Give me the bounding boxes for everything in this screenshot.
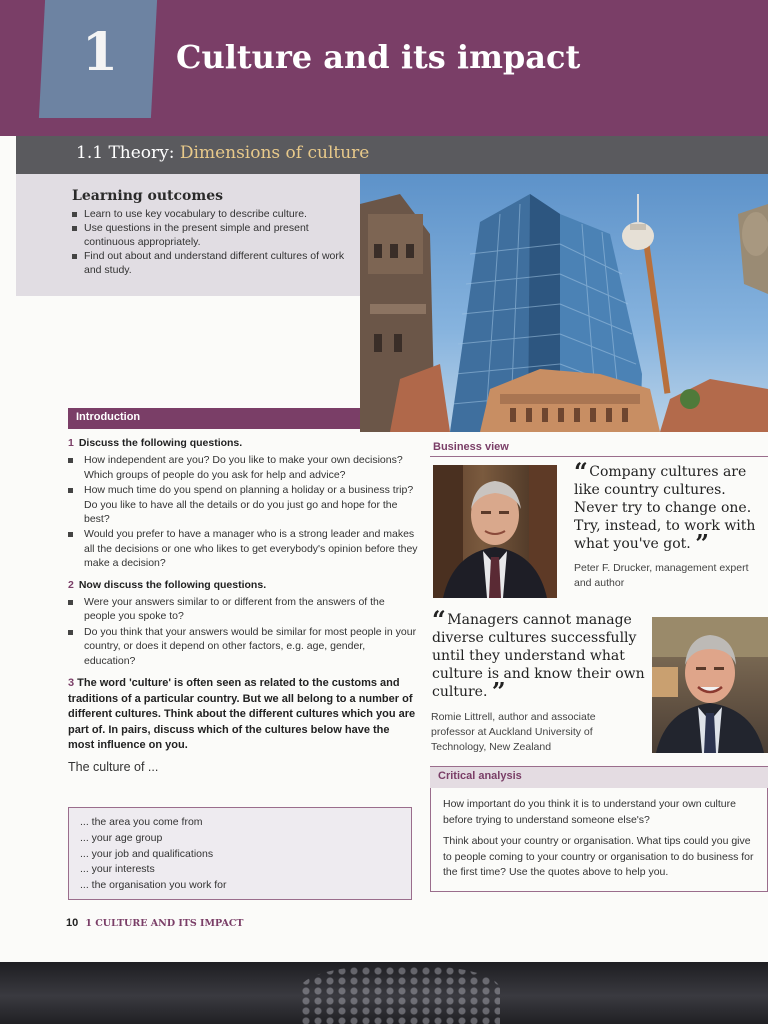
question-3 — [68, 676, 418, 754]
question-2 — [68, 578, 418, 592]
portrait-illustration — [433, 465, 557, 598]
critical-analysis-question: How important do you think it is to understand your own culture before trying to understand someone else's? — [443, 798, 736, 826]
culture-list-item: ... your age group — [80, 831, 163, 844]
outcome-item: Use questions in the present simple and present continuous appropriately. — [72, 221, 348, 249]
fabric-pattern — [300, 966, 500, 1024]
outcome-item: Learn to use key vocabulary to describe culture. — [72, 207, 348, 221]
culture-list-item: ... the organisation you work for — [80, 879, 227, 892]
chapter-title: Culture and its impact — [176, 38, 581, 76]
close-quote-icon: ” — [695, 529, 707, 558]
business-view-divider — [430, 456, 768, 457]
question-1-bullets — [68, 453, 418, 570]
question-text: The word 'culture' is often seen as related to the customs and traditions of a particular country. But we all belong to a number of different cultures. Think about the different cultures which you are part of. In pairs, discuss which of the cultures below have the most influence on you. — [68, 677, 416, 752]
learning-outcomes-heading: Learning outcomes — [72, 188, 223, 204]
open-quote-icon: “ — [574, 457, 585, 486]
question-1 — [68, 436, 418, 450]
open-quote-icon: “ — [432, 605, 443, 634]
question-text: Now discuss the following questions. — [78, 578, 267, 591]
quote-text: Managers cannot manage diverse cultures successfully until they understand what culture is and know their own culture. — [432, 612, 645, 700]
outcome-item: Find out about and understand different cultures of work and study. — [72, 249, 348, 277]
quote-drucker — [574, 457, 768, 558]
learning-outcomes-box — [16, 174, 360, 296]
question-2-bullets — [68, 595, 418, 668]
critical-analysis-box — [430, 788, 768, 892]
question-number: 2 — [68, 578, 74, 591]
culture-list-item: ... your interests — [80, 863, 155, 876]
portrait-illustration — [652, 617, 768, 753]
culture-list-box — [68, 807, 412, 900]
introduction-divider — [68, 428, 360, 429]
question-number: 3 — [68, 677, 75, 690]
question-number: 1 — [68, 437, 74, 449]
section-label: 1.1 Theory: — [76, 143, 175, 163]
chapter-number: 1 — [81, 22, 119, 83]
bullet-item: Were your answers similar to or different from the answers of the people you spoke to? — [68, 595, 418, 624]
page-footer — [66, 917, 243, 929]
bullet-item: How much time do you spend on planning a holiday or a business trip? Do you like to have all the details or do you just go and hope for the best? — [68, 483, 418, 526]
quote-text: Company cultures are like country cultures. Never try to change one. Try, instead, to work with what you've got. — [574, 464, 756, 552]
learning-outcomes-list — [72, 207, 348, 277]
introduction-label: Introduction — [68, 408, 360, 428]
section-heading — [76, 143, 369, 163]
critical-analysis-question: Think about your country or organisation. What tips could you give to people coming to your country or organisation to do business for the first time? Use the quotes above to help you. — [443, 835, 754, 878]
culture-of-lead: The culture of ... — [68, 759, 159, 774]
quote-attribution: Romie Littrell, author and associate professor at Auckland University of Technology, New Zealand — [431, 711, 596, 753]
question-text: Discuss the following questions. — [78, 437, 243, 449]
bullet-item: How independent are you? Do you like to make your own decisions? Which groups of people do you ask for help and advice? — [68, 453, 418, 482]
critical-analysis-label: Critical analysis — [430, 766, 768, 788]
section-heading-bar — [16, 136, 768, 174]
business-view-label: Business view — [433, 441, 509, 453]
section-topic: Dimensions of culture — [179, 143, 370, 163]
portrait-peter-drucker — [433, 465, 557, 598]
city-skyline-photo — [360, 174, 768, 432]
footer-chapter: 1 CULTURE AND ITS IMPACT — [85, 918, 244, 929]
portrait-romie-littrell — [652, 617, 768, 753]
introduction-content — [68, 432, 418, 774]
close-quote-icon: ” — [491, 677, 503, 706]
bullet-item: Do you think that your answers would be similar for most people in your country, or does it depend on other factors, e.g. age, gender, education? — [68, 625, 418, 668]
bullet-item: Would you prefer to have a manager who is a strong leader and makes all the decisions or one who likes to get everybody's opinion before they make a decision? — [68, 527, 418, 570]
culture-list-item: ... your job and qualifications — [80, 847, 214, 860]
culture-list-item: ... the area you come from — [80, 816, 203, 828]
skyscraper-illustration — [360, 174, 768, 432]
page-number: 10 — [66, 917, 79, 929]
quote-attribution: Peter F. Drucker, management expert and author — [574, 562, 749, 589]
quote-littrell — [432, 605, 646, 706]
scan-background — [0, 962, 768, 1024]
chapter-header — [0, 0, 768, 136]
